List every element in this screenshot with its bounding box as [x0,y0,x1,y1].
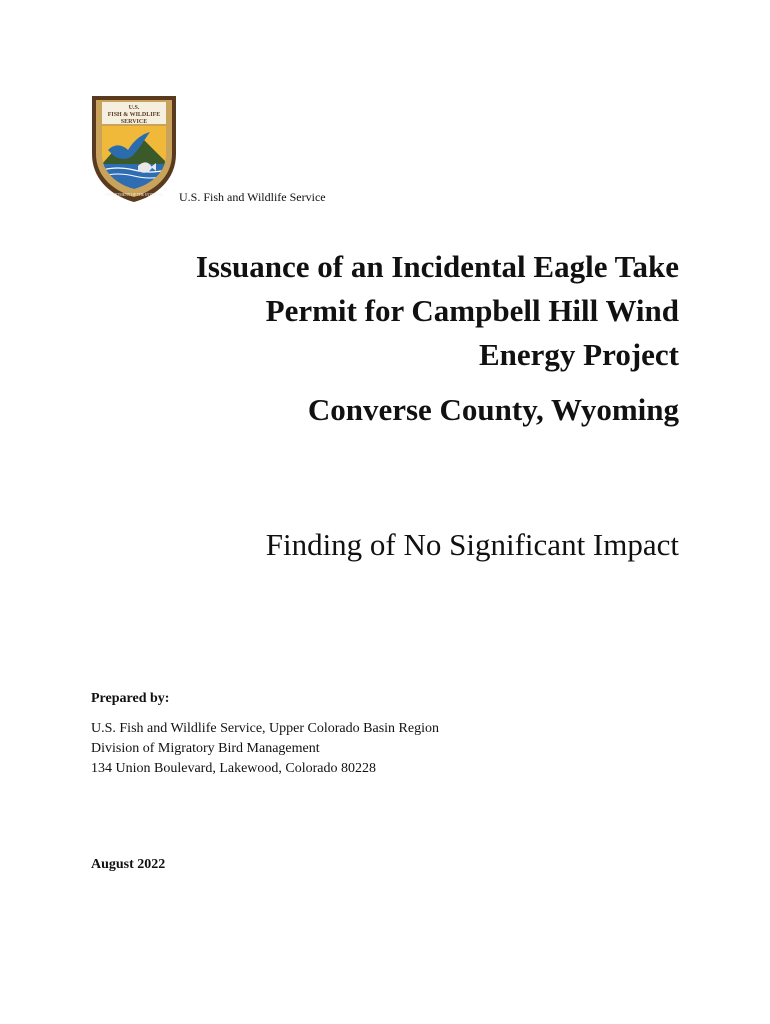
fws-logo [88,92,180,204]
preparer-line-1: U.S. Fish and Wildlife Service, Upper Colorado Basin Region [91,721,439,736]
document-title [79,245,679,377]
logo-rim-text: DEPARTMENT OF THE INTERIOR [105,193,163,197]
logo-text-line-1: U.S. [128,105,140,111]
preparer-address [91,719,439,779]
title-line-3: Energy Project [479,337,679,372]
prepared-by-heading: Prepared by: [91,691,170,706]
document-date: August 2022 [91,857,166,872]
preparer-line-3: 134 Union Boulevard, Lakewood, Colorado 80228 [91,761,377,776]
logo-text-line-3: SERVICE [120,119,148,125]
logo-text-line-2: FISH & WILDLIFE [107,112,161,118]
title-line-2: Permit for Campbell Hill Wind [265,293,679,328]
agency-caption: U.S. Fish and Wildlife Service [179,190,326,204]
document-subtitle: Finding of No Significant Impact [265,527,679,562]
preparer-line-2: Division of Migratory Bird Management [91,741,320,756]
title-line-1: Issuance of an Incidental Eagle Take [195,249,679,284]
project-location: Converse County, Wyoming [307,392,679,427]
fws-shield-emblem [88,92,180,204]
